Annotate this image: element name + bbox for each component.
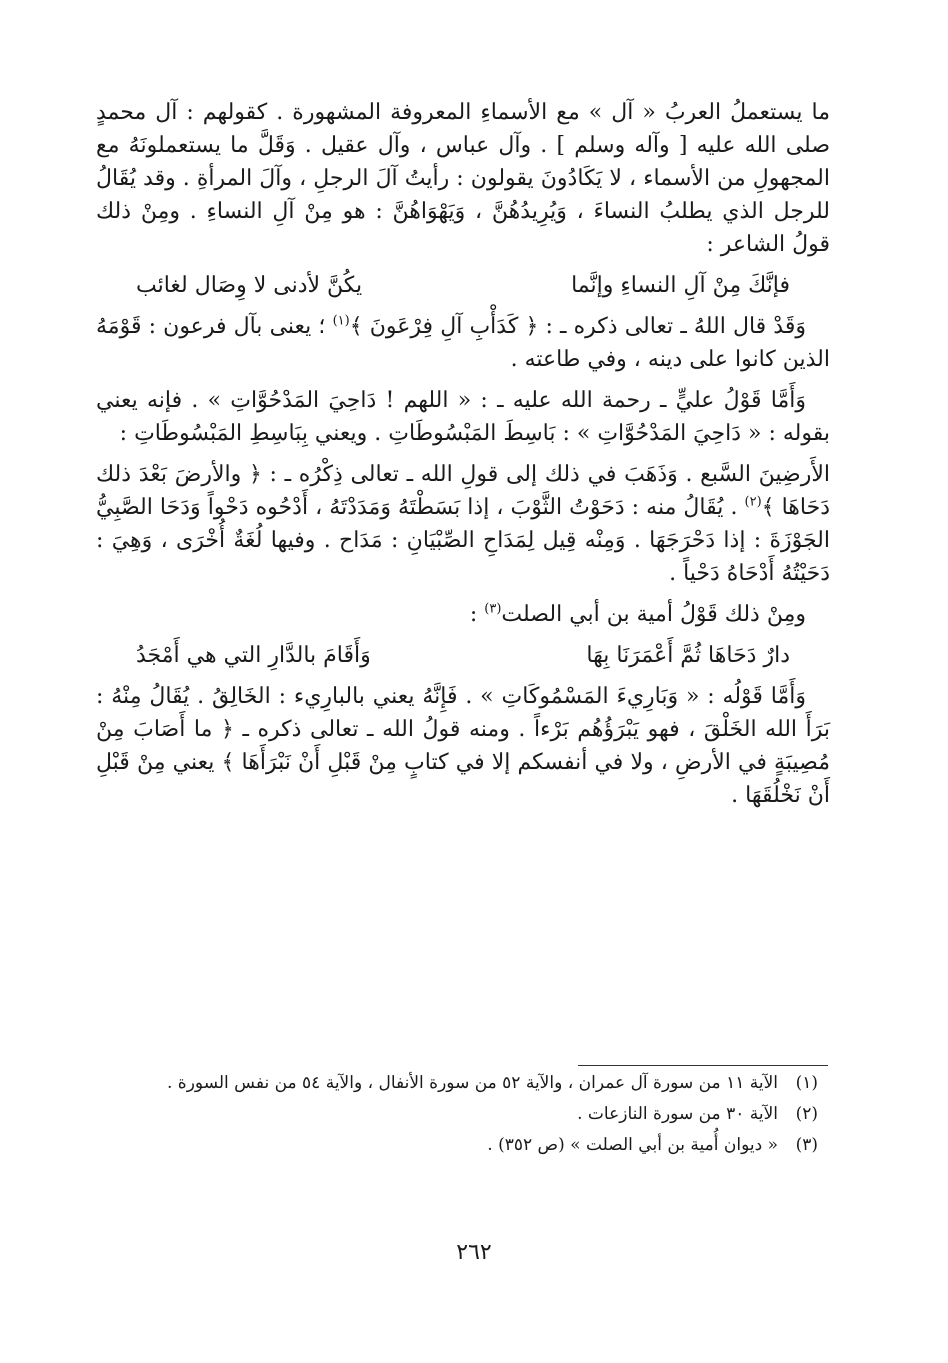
paragraph-6 <box>96 680 830 812</box>
page-number: ٢٦٢ <box>456 1240 492 1265</box>
paragraph-3-text: وَأَمَّا قَوْلُ عليٍّ ـ رحمة الله عليه ـ : « اللهم ! دَاحِيَ المَدْحُوَّاتِ » . فإنه يعني بقوله : « دَاحِيَ المَدْحُوَّاتِ » : بَاسِطَ المَبْسُوطَاتِ . ويعني بِبَاسِطِ المَبْسُوطَاتِ : <box>96 388 830 446</box>
footnote-ref-2[interactable]: (٢) <box>744 494 762 510</box>
footnote-ref-1[interactable]: (١) <box>332 313 350 329</box>
paragraph-2 <box>96 310 830 376</box>
verse-2-second-hemistich: وَأَقَامَ بالدَّارِ التي هي أَمْجَدُ <box>136 643 371 668</box>
verse-1 <box>136 269 790 302</box>
footnote-divider <box>578 1065 828 1066</box>
verse-1-first-hemistich: فإنَّكَ مِنْ آلِ النساءِ وإنَّما <box>571 273 790 298</box>
paragraph-5 <box>96 598 830 631</box>
main-text <box>96 96 830 820</box>
paragraph-4-text: الأَرضِينَ السَّبع . وَذَهَبَ في ذلك إلى قولِ الله ـ تعالى ذِكْرُه ـ : ﴿ والأرضَ بَعْدَ ذلك دَحَاهَا ﴾ <box>96 462 830 520</box>
footnote-3-number: (٣) <box>795 1135 818 1156</box>
paragraph-2-text: وَقَدْ قال اللهُ ـ تعالى ذكره ـ : ﴿ كَدَأْبِ آلِ فِرْعَونَ ﴾ <box>349 314 807 339</box>
footnote-3-text: « ديوان أُمية بن أبي الصلت » (ص ٣٥٢) . <box>487 1135 778 1156</box>
footnote-1-text: الآية ١١ من سورة آل عمران ، والآية ٥٢ من سورة الأنفال ، والآية ٥٤ من نفس السورة . <box>167 1073 778 1093</box>
paragraph-1 <box>96 96 830 261</box>
verse-1-second-hemistich: يكُنَّ لأدنى لا وِصَال لغائب <box>136 273 363 298</box>
paragraph-4-rest: . يُقَالُ منه : دَحَوْتُ الثَّوْبَ ، إذا بَسَطْتَهُ وَمَدَدْتَهُ ، أَدْحُوه دَحْواً وَدَحَا الصَّبِيُّ الجَوْزَةَ : إذا دَحْرَجَهَا . وَمِنْه قِيل لِمَدَاحِ الصِّبْيَانِ : مَدَاح . وفيها لُغَةٌ أُخْرَى ، وَهِيَ : دَحَيْتُهُ أَدْحَاهُ دَحْياً . <box>96 495 830 586</box>
footnote-ref-3[interactable]: (٣) <box>484 601 502 617</box>
footnote-3 <box>100 1132 818 1159</box>
paragraph-3 <box>96 384 830 450</box>
footnote-1 <box>100 1070 818 1097</box>
paragraph-6-text: وَأَمَّا قَوْلُه : « وَبَارِيءَ المَسْمُوكَاتِ » . فَإِنَّهُ يعني بالبارِيء : الخَالِقُ . يُقَالُ مِنْهُ : بَرَأَ الله الخَلْقَ ، فهو يَبْرَؤُهُم بَرْءاً . ومنه قولُ الله ـ تعالى ذكره ـ ﴿ ما أَصَابَ مِنْ مُصِيبَةٍ في الأرضِ ، ولا في أنفسكم إلا في كتابٍ مِنْ قَبْلِ أَنْ نَبْرَأَهَا ﴾ يعني مِنْ قَبْلِ أَنْ نَخْلُقَهَا . <box>96 684 830 808</box>
paragraph-5-text: ومِنْ ذلك قَوْلُ أمية بن أبي الصلت <box>501 602 806 627</box>
paragraph-5-rest: : <box>469 602 485 627</box>
footnote-2-text: الآية ٣٠ من سورة النازعات . <box>577 1104 778 1125</box>
footnote-2-number: (٢) <box>795 1104 818 1125</box>
footnotes <box>100 1070 818 1164</box>
footnote-2 <box>100 1101 818 1128</box>
verse-2-first-hemistich: دارٌ دَحَاهَا ثُمَّ أَعْمَرَنَا بِهَا <box>586 643 790 668</box>
paragraph-1-text: ما يستعملُ العربُ « آل » مع الأسماءِ المعروفة المشهورة . كقولهم : آل محمدٍ صلى الله عليه [ وآله وسلم ] . وآل عباس ، وآل عقيل . وَقَلَّ ما يستعملونَهُ مع المجهولِ من الأسماء ، لا يَكَادُونَ يقولون : رأيتُ آلَ الرجلِ ، وآلَ المرأةِ . وقد يُقَالُ للرجل الذي يطلبُ النساءَ ، وَيُرِيدُهُنَّ ، وَيَهْوَاهُنَّ : هو مِنْ آلِ النساءِ . ومِنْ ذلك قولُ الشاعر : <box>96 100 830 257</box>
footnote-1-number: (١) <box>795 1073 818 1093</box>
paragraph-4 <box>96 458 830 590</box>
verse-2 <box>136 639 790 672</box>
paragraph-2-rest: ؛ يعنى بآل فرعون : قَوْمَهُ الذين كانوا على دينه ، وفي طاعته . <box>96 314 830 372</box>
